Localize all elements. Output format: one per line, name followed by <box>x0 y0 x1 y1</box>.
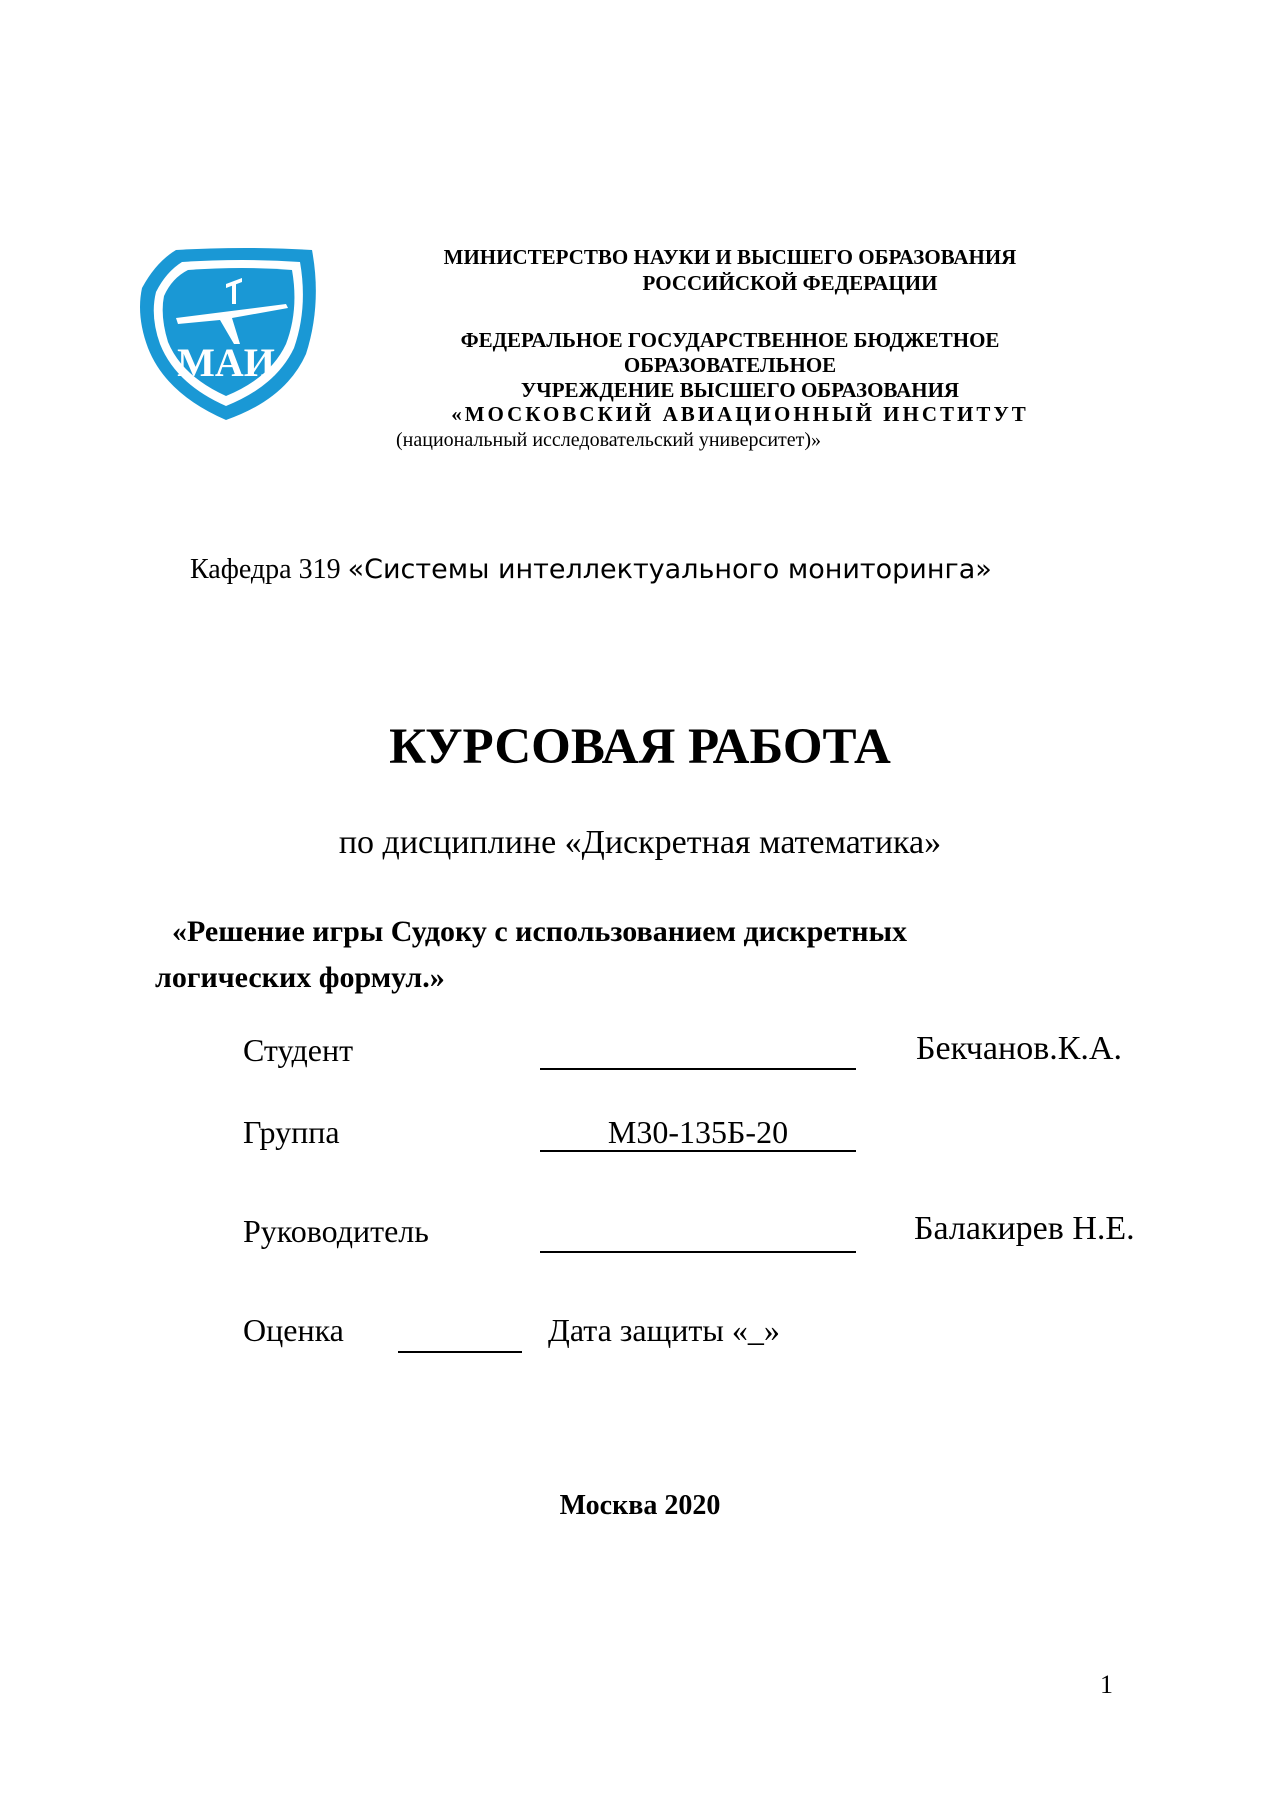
supervisor-signature-line <box>540 1215 856 1253</box>
grade-label: Оценка <box>243 1312 344 1348</box>
grade-line <box>398 1315 522 1353</box>
department-prefix: Кафедра 319 <box>190 554 348 585</box>
header-higher-ed: УЧРЕЖДЕНИЕ ВЫСШЕГО ОБРАЗОВАНИЯ <box>520 378 960 402</box>
supervisor-label: Руководитель <box>243 1213 429 1249</box>
header-university-status: (национальный исследовательский университет)» <box>396 429 822 451</box>
defense-date-label: Дата защиты «_» <box>548 1312 780 1348</box>
header-ministry: МИНИСТЕРСТВО НАУКИ И ВЫСШЕГО ОБРАЗОВАНИЯ <box>443 245 1017 269</box>
department <box>190 553 992 587</box>
group-value: М30-135Б-20 <box>607 1114 789 1150</box>
header-educational: ОБРАЗОВАТЕЛЬНОЕ <box>623 353 837 377</box>
header-federation: РОССИЙСКОЙ ФЕДЕРАЦИИ <box>642 271 938 295</box>
student-name: Бекчанов.К.А. <box>916 1030 1122 1067</box>
discipline: по дисциплине «Дискретная математика» <box>338 824 942 861</box>
header-institution-type: ФЕДЕРАЛЬНОЕ ГОСУДАРСТВЕННОЕ БЮДЖЕТНОЕ <box>460 328 1000 352</box>
logo-text: МАИ <box>177 340 275 385</box>
city-year: Москва 2020 <box>559 1490 721 1521</box>
student-label: Студент <box>243 1032 354 1068</box>
student-signature-line <box>540 1032 856 1070</box>
supervisor-name: Балакирев Н.Е. <box>914 1210 1135 1247</box>
document-title: КУРСОВАЯ РАБОТА <box>389 719 891 775</box>
topic-line-1: «Решение игры Судоку с использованием дискретных <box>172 915 908 948</box>
topic-line-2: логических формул.» <box>155 961 445 994</box>
page-number: 1 <box>1100 1670 1113 1699</box>
header-university-name: «МОСКОВСКИЙ АВИАЦИОННЫЙ ИНСТИТУТ <box>451 402 1029 426</box>
department-name: «Системы интеллектуального мониторинга» <box>347 554 992 585</box>
group-label: Группа <box>243 1114 340 1150</box>
mai-logo <box>136 244 319 422</box>
